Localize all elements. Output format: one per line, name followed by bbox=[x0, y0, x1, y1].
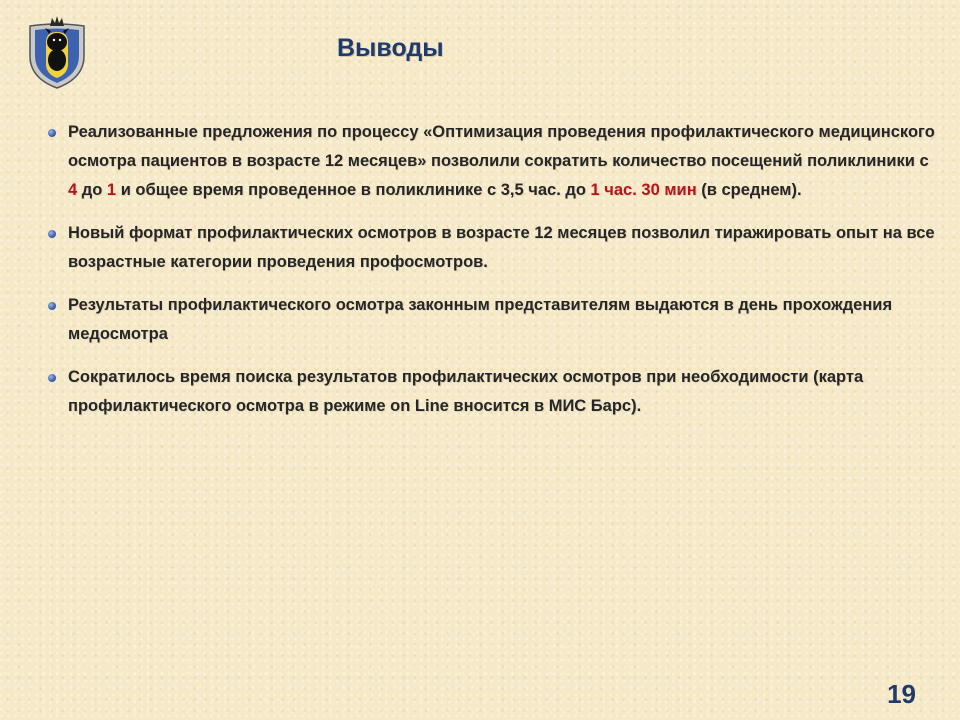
bullet-item-search-time bbox=[48, 363, 938, 421]
bullet-text: и общее время проведенное в поликлинике с 3,5 час. до bbox=[116, 181, 591, 199]
bullet-dot-icon bbox=[48, 129, 56, 137]
bullet-text: до bbox=[77, 181, 107, 199]
highlight-visits-before: 4 bbox=[68, 181, 78, 199]
bullet-text: Реализованные предложения по процессу «Оптимизация проведения профилактического медицинского осмотра пациентов в возрасте 12 месяцев» позволили сократить количество посещений поликлиники с bbox=[68, 123, 935, 170]
highlight-minutes: 30 мин bbox=[641, 181, 697, 199]
bullet-text: Результаты профилактического осмотра законным представителям выдаются в день прохождения медосмотра bbox=[68, 296, 893, 343]
bullet-item-new-format bbox=[48, 219, 938, 277]
coat-of-arms-icon bbox=[24, 12, 90, 92]
bullet-item-results bbox=[48, 291, 938, 349]
conclusions-list bbox=[48, 118, 938, 435]
bullet-item-reduction bbox=[48, 118, 938, 205]
bullet-text: (в среднем). bbox=[696, 181, 802, 199]
highlight-visits-after: 1 bbox=[106, 181, 117, 199]
page-number: 19 bbox=[887, 679, 916, 709]
slide-title: Выводы bbox=[337, 34, 444, 62]
bullet-text: Сократилось время поиска результатов профилактических осмотров при необходимости (карта профилактического осмотра в режиме on Line вносится в МИС Барс). bbox=[68, 368, 864, 415]
bullet-dot-icon bbox=[48, 230, 56, 238]
bullet-text: Новый формат профилактических осмотров в возрасте 12 месяцев позволил тиражировать опыт на все возрастные категории проведения профосмотров. bbox=[68, 224, 935, 271]
highlight-hours: 1 час. bbox=[590, 181, 637, 199]
bullet-dot-icon bbox=[48, 374, 56, 382]
bullet-dot-icon bbox=[48, 302, 56, 310]
